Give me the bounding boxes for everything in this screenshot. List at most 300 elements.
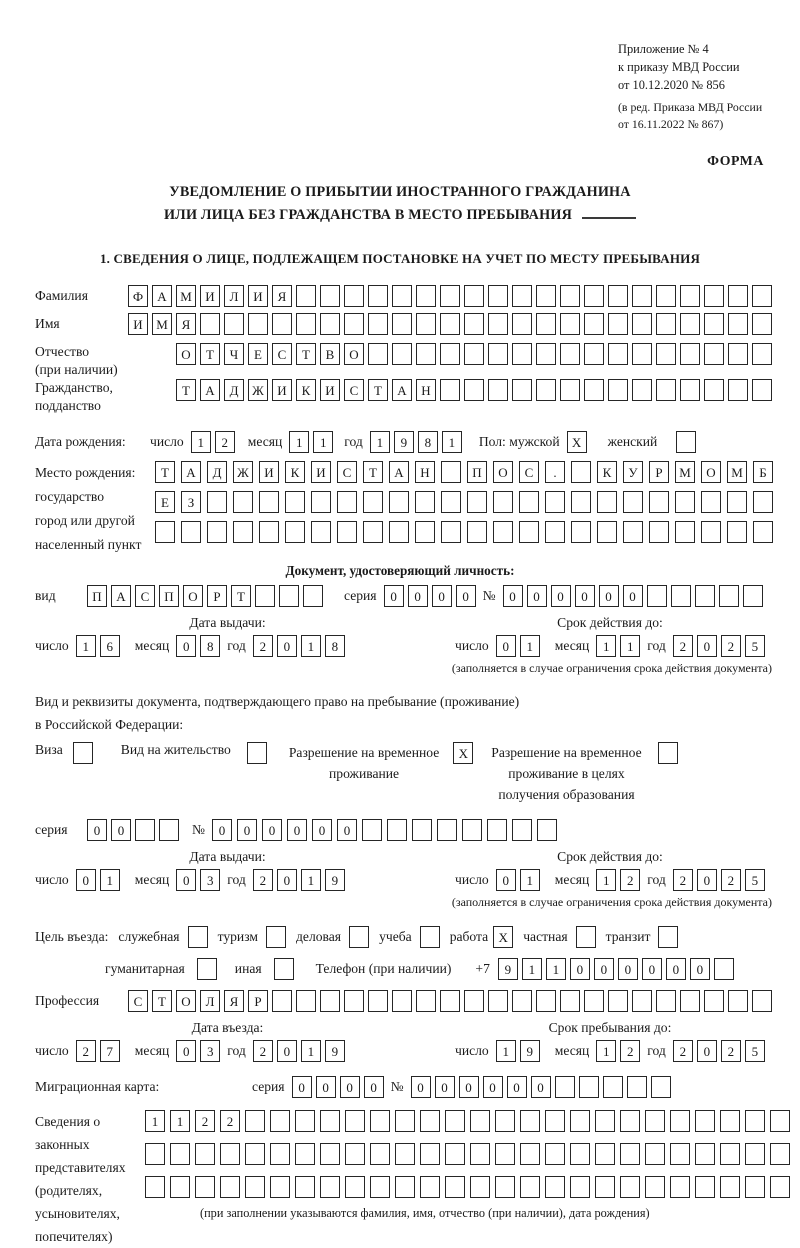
form-cell[interactable] [512,379,532,401]
form-cell[interactable]: Т [296,343,316,365]
form-cell[interactable] [220,1143,240,1165]
form-cell[interactable] [704,990,724,1012]
temp-edu-checkbox[interactable] [658,742,678,764]
stay-year-input[interactable] [673,1040,765,1062]
form-cell[interactable] [536,990,556,1012]
form-cell[interactable] [608,313,628,335]
permit-issue-month-input[interactable] [176,869,220,891]
form-cell[interactable] [680,313,700,335]
form-cell[interactable] [488,285,508,307]
form-cell[interactable]: 7 [100,1040,120,1062]
form-cell[interactable]: Т [231,585,251,607]
purpose-other-checkbox[interactable] [274,958,294,980]
form-cell[interactable]: О [344,343,364,365]
form-cell[interactable]: 0 [312,819,332,841]
permit-number-input[interactable] [212,819,557,841]
form-cell[interactable] [656,343,676,365]
form-cell[interactable] [512,990,532,1012]
birth-day-input[interactable] [191,431,235,453]
form-cell[interactable] [770,1110,790,1132]
form-cell[interactable]: 0 [237,819,257,841]
doc-issue-month-input[interactable] [176,635,220,657]
form-cell[interactable]: А [392,379,412,401]
form-cell[interactable]: 0 [570,958,590,980]
doc-series-input[interactable] [384,585,476,607]
form-cell[interactable]: 0 [176,869,196,891]
form-cell[interactable]: 0 [575,585,595,607]
form-cell[interactable] [656,379,676,401]
form-cell[interactable]: Ж [248,379,268,401]
form-cell[interactable] [295,1110,315,1132]
form-cell[interactable]: 2 [620,869,640,891]
form-cell[interactable] [370,1176,390,1198]
form-cell[interactable]: 2 [721,1040,741,1062]
form-cell[interactable] [272,990,292,1012]
form-cell[interactable] [584,379,604,401]
form-cell[interactable]: Р [207,585,227,607]
form-cell[interactable]: 2 [220,1110,240,1132]
form-cell[interactable] [245,1176,265,1198]
form-cell[interactable]: 0 [690,958,710,980]
form-cell[interactable]: 0 [340,1076,360,1098]
form-cell[interactable] [720,1143,740,1165]
form-cell[interactable]: Н [415,461,435,483]
form-cell[interactable] [462,819,482,841]
form-cell[interactable] [536,343,556,365]
form-cell[interactable]: 1 [313,431,333,453]
form-cell[interactable] [464,313,484,335]
form-cell[interactable] [303,585,323,607]
form-cell[interactable]: 2 [253,635,273,657]
form-cell[interactable] [416,285,436,307]
form-cell[interactable]: П [87,585,107,607]
form-cell[interactable] [651,1076,671,1098]
form-cell[interactable] [416,313,436,335]
sex-male-checkbox[interactable]: X [567,431,587,453]
form-cell[interactable] [493,491,513,513]
form-cell[interactable] [620,1110,640,1132]
purpose-humanitarian-checkbox[interactable] [197,958,217,980]
form-cell[interactable] [695,1176,715,1198]
form-cell[interactable] [392,990,412,1012]
form-cell[interactable]: 0 [496,635,516,657]
form-cell[interactable] [295,1143,315,1165]
form-cell[interactable] [470,1176,490,1198]
form-cell[interactable]: 2 [253,869,273,891]
residence-permit-checkbox[interactable] [247,742,267,764]
form-cell[interactable] [680,285,700,307]
form-cell[interactable] [493,521,513,543]
form-cell[interactable]: З [181,491,201,513]
form-cell[interactable] [416,343,436,365]
permit-issue-day-input[interactable] [76,869,120,891]
form-cell[interactable] [337,491,357,513]
form-cell[interactable] [595,1110,615,1132]
form-cell[interactable] [248,313,268,335]
form-cell[interactable]: О [493,461,513,483]
form-cell[interactable]: М [152,313,172,335]
purpose-official-checkbox[interactable] [188,926,208,948]
form-cell[interactable] [368,990,388,1012]
form-cell[interactable]: Е [248,343,268,365]
form-cell[interactable] [627,1076,647,1098]
sex-female-checkbox[interactable] [676,431,696,453]
form-cell[interactable]: 0 [642,958,662,980]
form-cell[interactable] [537,819,557,841]
form-cell[interactable] [520,1176,540,1198]
form-cell[interactable]: О [183,585,203,607]
form-cell[interactable] [392,313,412,335]
form-cell[interactable] [437,819,457,841]
form-cell[interactable] [704,379,724,401]
form-cell[interactable]: 0 [316,1076,336,1098]
form-cell[interactable] [395,1143,415,1165]
form-cell[interactable] [320,313,340,335]
form-cell[interactable]: . [545,461,565,483]
form-cell[interactable] [649,491,669,513]
form-cell[interactable] [368,343,388,365]
form-cell[interactable] [441,521,461,543]
form-cell[interactable]: 0 [384,585,404,607]
birthplace-input-row3[interactable] [155,521,773,543]
form-cell[interactable]: 0 [503,585,523,607]
stay-month-input[interactable] [596,1040,640,1062]
form-cell[interactable] [727,521,747,543]
form-cell[interactable] [387,819,407,841]
legal-input-row3[interactable] [145,1176,790,1198]
stay-day-input[interactable] [496,1040,540,1062]
form-cell[interactable] [608,990,628,1012]
form-cell[interactable] [464,285,484,307]
form-cell[interactable] [224,313,244,335]
form-cell[interactable] [170,1143,190,1165]
birthplace-input-row1[interactable] [155,461,773,483]
form-cell[interactable]: С [344,379,364,401]
form-cell[interactable]: А [111,585,131,607]
form-cell[interactable] [752,313,772,335]
form-cell[interactable] [745,1143,765,1165]
form-cell[interactable]: Н [416,379,436,401]
form-cell[interactable]: Ч [224,343,244,365]
purpose-work-checkbox[interactable]: X [493,926,513,948]
form-cell[interactable] [345,1143,365,1165]
form-cell[interactable]: И [200,285,220,307]
form-cell[interactable] [181,521,201,543]
form-cell[interactable]: 8 [325,635,345,657]
form-cell[interactable]: 0 [111,819,131,841]
form-cell[interactable]: 2 [195,1110,215,1132]
form-cell[interactable] [441,461,461,483]
form-cell[interactable] [207,491,227,513]
form-cell[interactable] [255,585,275,607]
doc-number-input[interactable] [503,585,763,607]
doc-issue-year-input[interactable] [253,635,345,657]
form-cell[interactable] [704,343,724,365]
form-cell[interactable] [320,1110,340,1132]
legal-input-row2[interactable] [145,1143,790,1165]
form-cell[interactable] [512,819,532,841]
form-cell[interactable]: И [311,461,331,483]
form-cell[interactable] [270,1176,290,1198]
form-cell[interactable]: 2 [620,1040,640,1062]
form-cell[interactable] [415,521,435,543]
form-cell[interactable] [420,1110,440,1132]
form-cell[interactable] [603,1076,623,1098]
form-cell[interactable]: 1 [301,635,321,657]
form-cell[interactable]: 1 [170,1110,190,1132]
form-cell[interactable] [200,313,220,335]
form-cell[interactable] [645,1110,665,1132]
form-cell[interactable] [363,521,383,543]
form-cell[interactable] [632,313,652,335]
mig-series-input[interactable] [292,1076,384,1098]
form-cell[interactable]: Т [155,461,175,483]
form-cell[interactable]: 0 [292,1076,312,1098]
entry-month-input[interactable] [176,1040,220,1062]
form-cell[interactable]: Т [176,379,196,401]
form-cell[interactable] [649,521,669,543]
form-cell[interactable] [363,491,383,513]
form-cell[interactable]: 1 [596,869,616,891]
form-cell[interactable] [420,1143,440,1165]
form-cell[interactable] [441,491,461,513]
form-cell[interactable] [720,1110,740,1132]
form-cell[interactable] [675,521,695,543]
form-cell[interactable]: 0 [666,958,686,980]
form-cell[interactable] [595,1143,615,1165]
form-cell[interactable] [296,285,316,307]
form-cell[interactable] [752,285,772,307]
form-cell[interactable] [570,1143,590,1165]
form-cell[interactable]: С [272,343,292,365]
form-cell[interactable] [170,1176,190,1198]
purpose-transit-checkbox[interactable] [658,926,678,948]
form-cell[interactable] [560,285,580,307]
purpose-private-checkbox[interactable] [576,926,596,948]
form-cell[interactable] [584,343,604,365]
form-cell[interactable] [470,1143,490,1165]
form-cell[interactable]: 0 [459,1076,479,1098]
form-cell[interactable]: 9 [325,1040,345,1062]
form-cell[interactable] [670,1176,690,1198]
form-cell[interactable] [701,521,721,543]
form-cell[interactable] [420,1176,440,1198]
form-cell[interactable] [695,585,715,607]
form-cell[interactable]: 5 [745,869,765,891]
form-cell[interactable]: С [135,585,155,607]
form-cell[interactable] [272,313,292,335]
form-cell[interactable]: 0 [697,635,717,657]
form-cell[interactable]: 0 [277,1040,297,1062]
form-cell[interactable] [344,990,364,1012]
form-cell[interactable] [645,1176,665,1198]
form-cell[interactable] [584,285,604,307]
form-cell[interactable] [296,313,316,335]
form-cell[interactable] [389,521,409,543]
birth-year-input[interactable] [370,431,462,453]
form-cell[interactable]: Ф [128,285,148,307]
form-cell[interactable] [344,285,364,307]
form-cell[interactable]: Я [272,285,292,307]
form-cell[interactable] [270,1143,290,1165]
form-cell[interactable]: Л [200,990,220,1012]
form-cell[interactable]: О [701,461,721,483]
form-cell[interactable] [647,585,667,607]
doc-valid-day-input[interactable] [496,635,540,657]
form-cell[interactable]: 8 [200,635,220,657]
form-cell[interactable] [395,1110,415,1132]
form-cell[interactable]: С [519,461,539,483]
form-cell[interactable]: 1 [145,1110,165,1132]
form-cell[interactable]: К [597,461,617,483]
form-cell[interactable]: 2 [673,635,693,657]
form-cell[interactable] [608,379,628,401]
doc-valid-year-input[interactable] [673,635,765,657]
form-cell[interactable] [597,521,617,543]
form-cell[interactable]: 1 [522,958,542,980]
form-cell[interactable] [337,521,357,543]
form-cell[interactable] [570,1176,590,1198]
form-cell[interactable] [745,1176,765,1198]
form-cell[interactable]: 1 [546,958,566,980]
form-cell[interactable] [571,521,591,543]
form-cell[interactable]: У [623,461,643,483]
permit-series-input[interactable] [87,819,179,841]
temp-residence-checkbox[interactable]: X [453,742,473,764]
form-cell[interactable]: 2 [721,635,741,657]
form-cell[interactable] [233,491,253,513]
form-cell[interactable]: 0 [594,958,614,980]
form-cell[interactable] [520,1143,540,1165]
form-cell[interactable]: И [320,379,340,401]
form-cell[interactable] [311,521,331,543]
form-cell[interactable] [752,379,772,401]
form-cell[interactable] [320,1143,340,1165]
phone-input[interactable] [498,958,734,980]
form-cell[interactable]: 0 [287,819,307,841]
form-cell[interactable]: И [128,313,148,335]
form-cell[interactable] [345,1176,365,1198]
form-cell[interactable]: Т [152,990,172,1012]
form-cell[interactable]: 0 [618,958,638,980]
form-cell[interactable] [719,585,739,607]
form-cell[interactable]: И [272,379,292,401]
permit-issue-year-input[interactable] [253,869,345,891]
form-cell[interactable] [745,1110,765,1132]
form-cell[interactable]: А [389,461,409,483]
form-cell[interactable] [680,990,700,1012]
form-cell[interactable] [520,1110,540,1132]
form-cell[interactable] [720,1176,740,1198]
form-cell[interactable]: О [176,990,196,1012]
form-cell[interactable]: 1 [442,431,462,453]
form-cell[interactable]: 9 [325,869,345,891]
form-cell[interactable] [536,379,556,401]
form-cell[interactable] [608,343,628,365]
form-cell[interactable] [488,313,508,335]
form-cell[interactable]: 3 [200,869,220,891]
form-cell[interactable]: Я [224,990,244,1012]
form-cell[interactable]: 5 [745,635,765,657]
form-cell[interactable]: 1 [520,635,540,657]
form-cell[interactable] [728,343,748,365]
form-cell[interactable] [233,521,253,543]
form-cell[interactable] [195,1176,215,1198]
form-cell[interactable] [545,1176,565,1198]
form-cell[interactable] [695,1143,715,1165]
form-cell[interactable] [545,1110,565,1132]
form-cell[interactable] [362,819,382,841]
form-cell[interactable] [464,343,484,365]
form-cell[interactable] [368,313,388,335]
form-cell[interactable]: Т [368,379,388,401]
form-cell[interactable] [416,990,436,1012]
form-cell[interactable]: 2 [721,869,741,891]
form-cell[interactable]: 2 [673,1040,693,1062]
form-cell[interactable]: Е [155,491,175,513]
form-cell[interactable]: 0 [599,585,619,607]
form-cell[interactable]: О [176,343,196,365]
form-cell[interactable] [560,990,580,1012]
form-cell[interactable]: П [467,461,487,483]
form-cell[interactable]: 0 [432,585,452,607]
form-cell[interactable] [320,1176,340,1198]
form-cell[interactable] [155,521,175,543]
form-cell[interactable]: 0 [483,1076,503,1098]
form-cell[interactable] [656,313,676,335]
form-cell[interactable] [296,990,316,1012]
form-cell[interactable]: 6 [100,635,120,657]
form-cell[interactable]: 0 [337,819,357,841]
form-cell[interactable] [560,379,580,401]
form-cell[interactable]: А [152,285,172,307]
form-cell[interactable] [560,313,580,335]
form-cell[interactable] [632,285,652,307]
form-cell[interactable]: 0 [697,1040,717,1062]
form-cell[interactable] [488,990,508,1012]
purpose-study-checkbox[interactable] [420,926,440,948]
form-cell[interactable] [512,313,532,335]
form-cell[interactable]: Ж [233,461,253,483]
form-cell[interactable]: 9 [520,1040,540,1062]
form-cell[interactable] [545,1143,565,1165]
form-cell[interactable]: Д [224,379,244,401]
form-cell[interactable]: К [285,461,305,483]
form-cell[interactable]: 9 [394,431,414,453]
form-cell[interactable] [623,491,643,513]
legal-input-row1[interactable] [145,1110,790,1132]
form-cell[interactable] [584,313,604,335]
form-cell[interactable] [295,1176,315,1198]
form-cell[interactable]: П [159,585,179,607]
form-cell[interactable]: Б [753,461,773,483]
form-cell[interactable] [671,585,691,607]
form-cell[interactable]: 1 [620,635,640,657]
form-cell[interactable] [145,1176,165,1198]
form-cell[interactable]: В [320,343,340,365]
form-cell[interactable] [620,1176,640,1198]
form-cell[interactable] [368,285,388,307]
birth-month-input[interactable] [289,431,333,453]
form-cell[interactable]: Л [224,285,244,307]
profession-input[interactable] [128,990,772,1012]
form-cell[interactable] [728,285,748,307]
form-cell[interactable] [727,491,747,513]
form-cell[interactable]: С [128,990,148,1012]
form-cell[interactable] [536,285,556,307]
form-cell[interactable] [467,491,487,513]
form-cell[interactable] [440,313,460,335]
